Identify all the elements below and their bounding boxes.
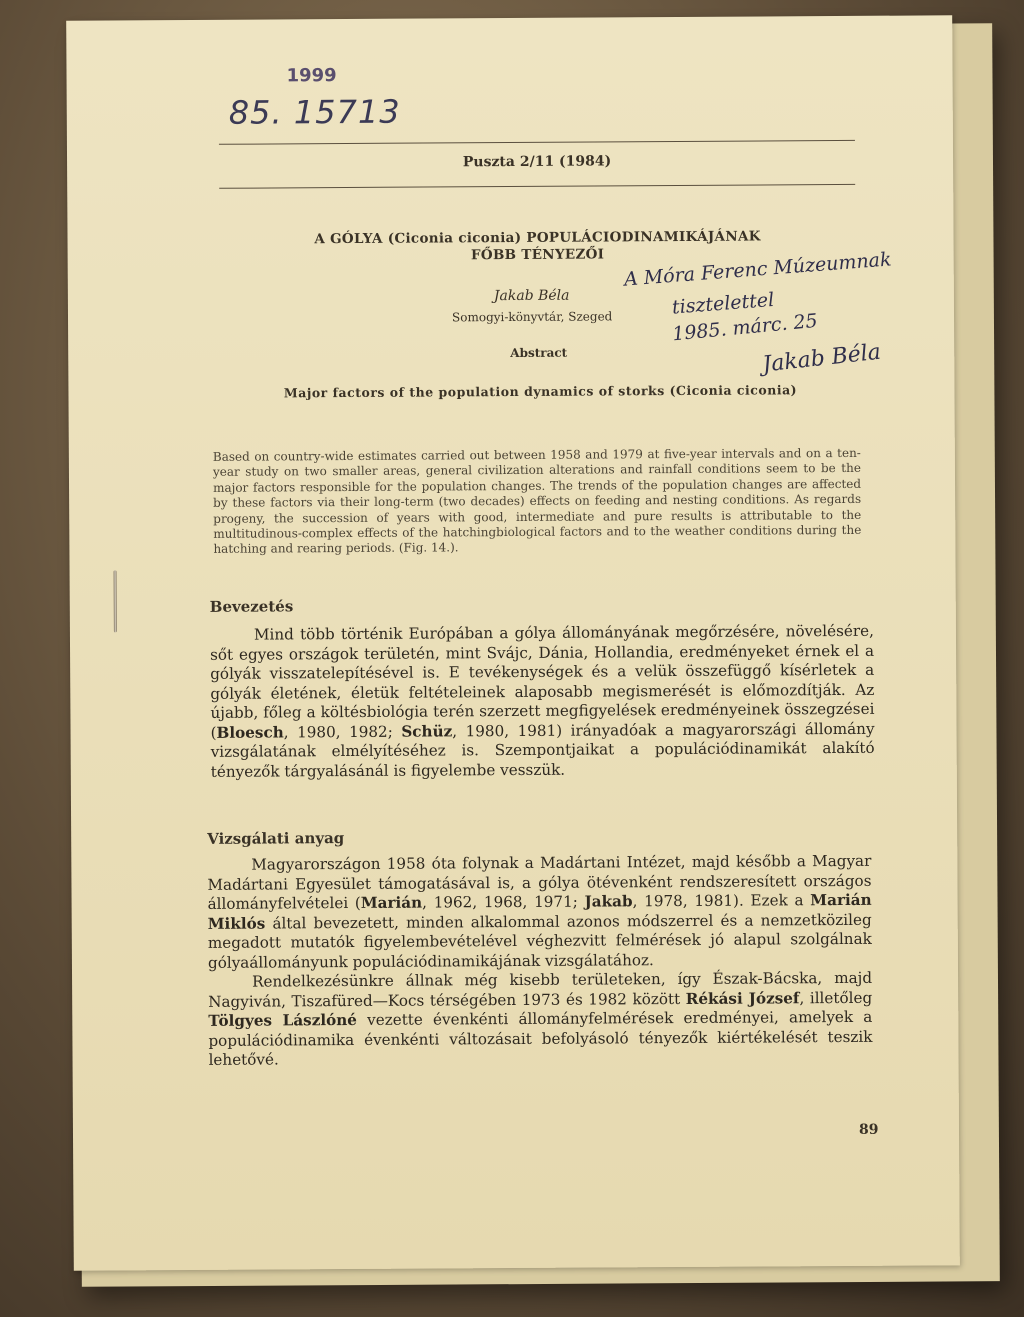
inscription-line3: 1985. márc. 25 <box>671 309 819 346</box>
text-run: , illetőleg <box>799 988 873 1007</box>
material-paragraph-1 <box>207 852 872 973</box>
abstract-heading: Abstract <box>510 345 568 361</box>
section-heading-material: Vizsgálati anyag <box>207 829 345 848</box>
article-title-line1: A GÓLYA (Ciconia ciconia) POPULÁCIODINAMIKÁJÁNAK <box>314 228 761 248</box>
text-run: , 1980, 1982; <box>283 722 402 741</box>
abstract-body <box>213 446 862 558</box>
journal-header: Puszta 2/11 (1984) <box>462 153 612 171</box>
page-number: 89 <box>858 1121 879 1138</box>
header-rule-bottom <box>219 184 855 189</box>
text-run: , 1962, 1968, 1971; <box>422 892 585 912</box>
cited-author: Jakab <box>584 892 633 911</box>
text-run: vezette évenkénti állományfelmérések eredményei, amelyek a populációdinamika évenkénti változásait befolyásoló tényezők kiértékelését teszik lehetővé. <box>208 1007 873 1069</box>
cited-person: Rékási József <box>685 988 800 1008</box>
staple <box>114 570 117 632</box>
author-affiliation: Somogyi-könyvtár, Szeged <box>451 309 613 325</box>
article-title-line2: FŐBB TÉNYEZŐI <box>470 246 605 264</box>
inscription-line1: A Móra Ferenc Múzeumnak <box>623 248 893 291</box>
author-name: Jakab Béla <box>493 287 570 305</box>
header-rule-top <box>219 140 855 145</box>
text-run: Magyarországon 1958 óta folynak a Madártani Intézet, majd később a Magyar Madártani Egyesület támogatásával is, a gólya ötévenként rendszeresített országos állományfelvételei ( <box>207 851 872 913</box>
handwritten-catalog-number: 85. 15713 <box>228 92 401 132</box>
material-paragraph-2 <box>208 969 873 1071</box>
document-page <box>66 15 960 1270</box>
cited-author: Marián <box>360 893 423 912</box>
inscription-line2: tisztelettel <box>671 288 775 319</box>
cited-person: Marián Miklós <box>207 890 872 933</box>
handwritten-year: 1999 <box>286 65 337 87</box>
abstract-title: Major factors of the population dynamics of storks (Ciconia ciconia) <box>283 382 798 401</box>
cited-author: Bloesch <box>216 722 284 742</box>
abstract-text: Based on country-wide estimates carried out between 1958 and 1979 at five-year intervals and on a ten-year study on two smaller areas, general civilization alterations and rainfall conditions seem to be the major factors responsible for the population changes. The trends of the population changes are affected by these factors via their long-term (two decades) effects on feeding and nesting conditions. As regards progeny, the succession of years with good, intermediate and pure results is attributable to the multitudinous-complex effects of the hatchingbiological factors and to the weather conditions during the hatching and rearing periods. (Fig. 14.). <box>212 445 862 557</box>
text-run: Rendelkezésünkre állnak még kisebb területeken, így Észak-Bácska, majd Nagyiván, Tiszafüred—Kocs térségében 1973 és 1982 között <box>208 968 873 1011</box>
material-paragraphs <box>207 852 872 1071</box>
text-run: , 1978, 1981). Ezek a <box>632 891 811 911</box>
cited-person: Tölgyes Lászlóné <box>208 1010 357 1030</box>
cited-author: Schüz <box>401 721 453 741</box>
introduction-paragraph <box>210 622 875 782</box>
inscription-signature: Jakab Béla <box>761 339 883 378</box>
introduction-text <box>210 622 875 782</box>
section-heading-introduction: Bevezetés <box>209 597 294 616</box>
text-run: által bevezetett, minden alkalommal azonos módszerrel és a nemzetközileg megadott mutatók figyelembevételével véghezvitt felmérések jó alapul szolgálnak gólyaállományunk populációdinamikájának vizsgálatához. <box>207 910 872 972</box>
text-run: , 1980, 1981) irányadóak a magyarországi állomány vizsgálatának elmélyítéséhez is. Szempontjaikat a populációdinamikát alakító tényezők tárgyalásánál is figyelembe vesszük. <box>210 719 875 781</box>
text-run: Mind több történik Európában a gólya állományának megőrzésére, növelésére, sőt egyes országok területén, mint Svájc, Dánia, Hollandia, eredményeket érnek el a gólyák visszatelepítésével is. E tevékenységek és a velük összefüggő kísérletek a gólyák életének, életük feltételeinek alaposabb megismerését is előmozdítják. Az újabb, főleg a költésbiológia terén szerzett megfigyelések eredményeinek összegzései ( <box>210 621 875 742</box>
